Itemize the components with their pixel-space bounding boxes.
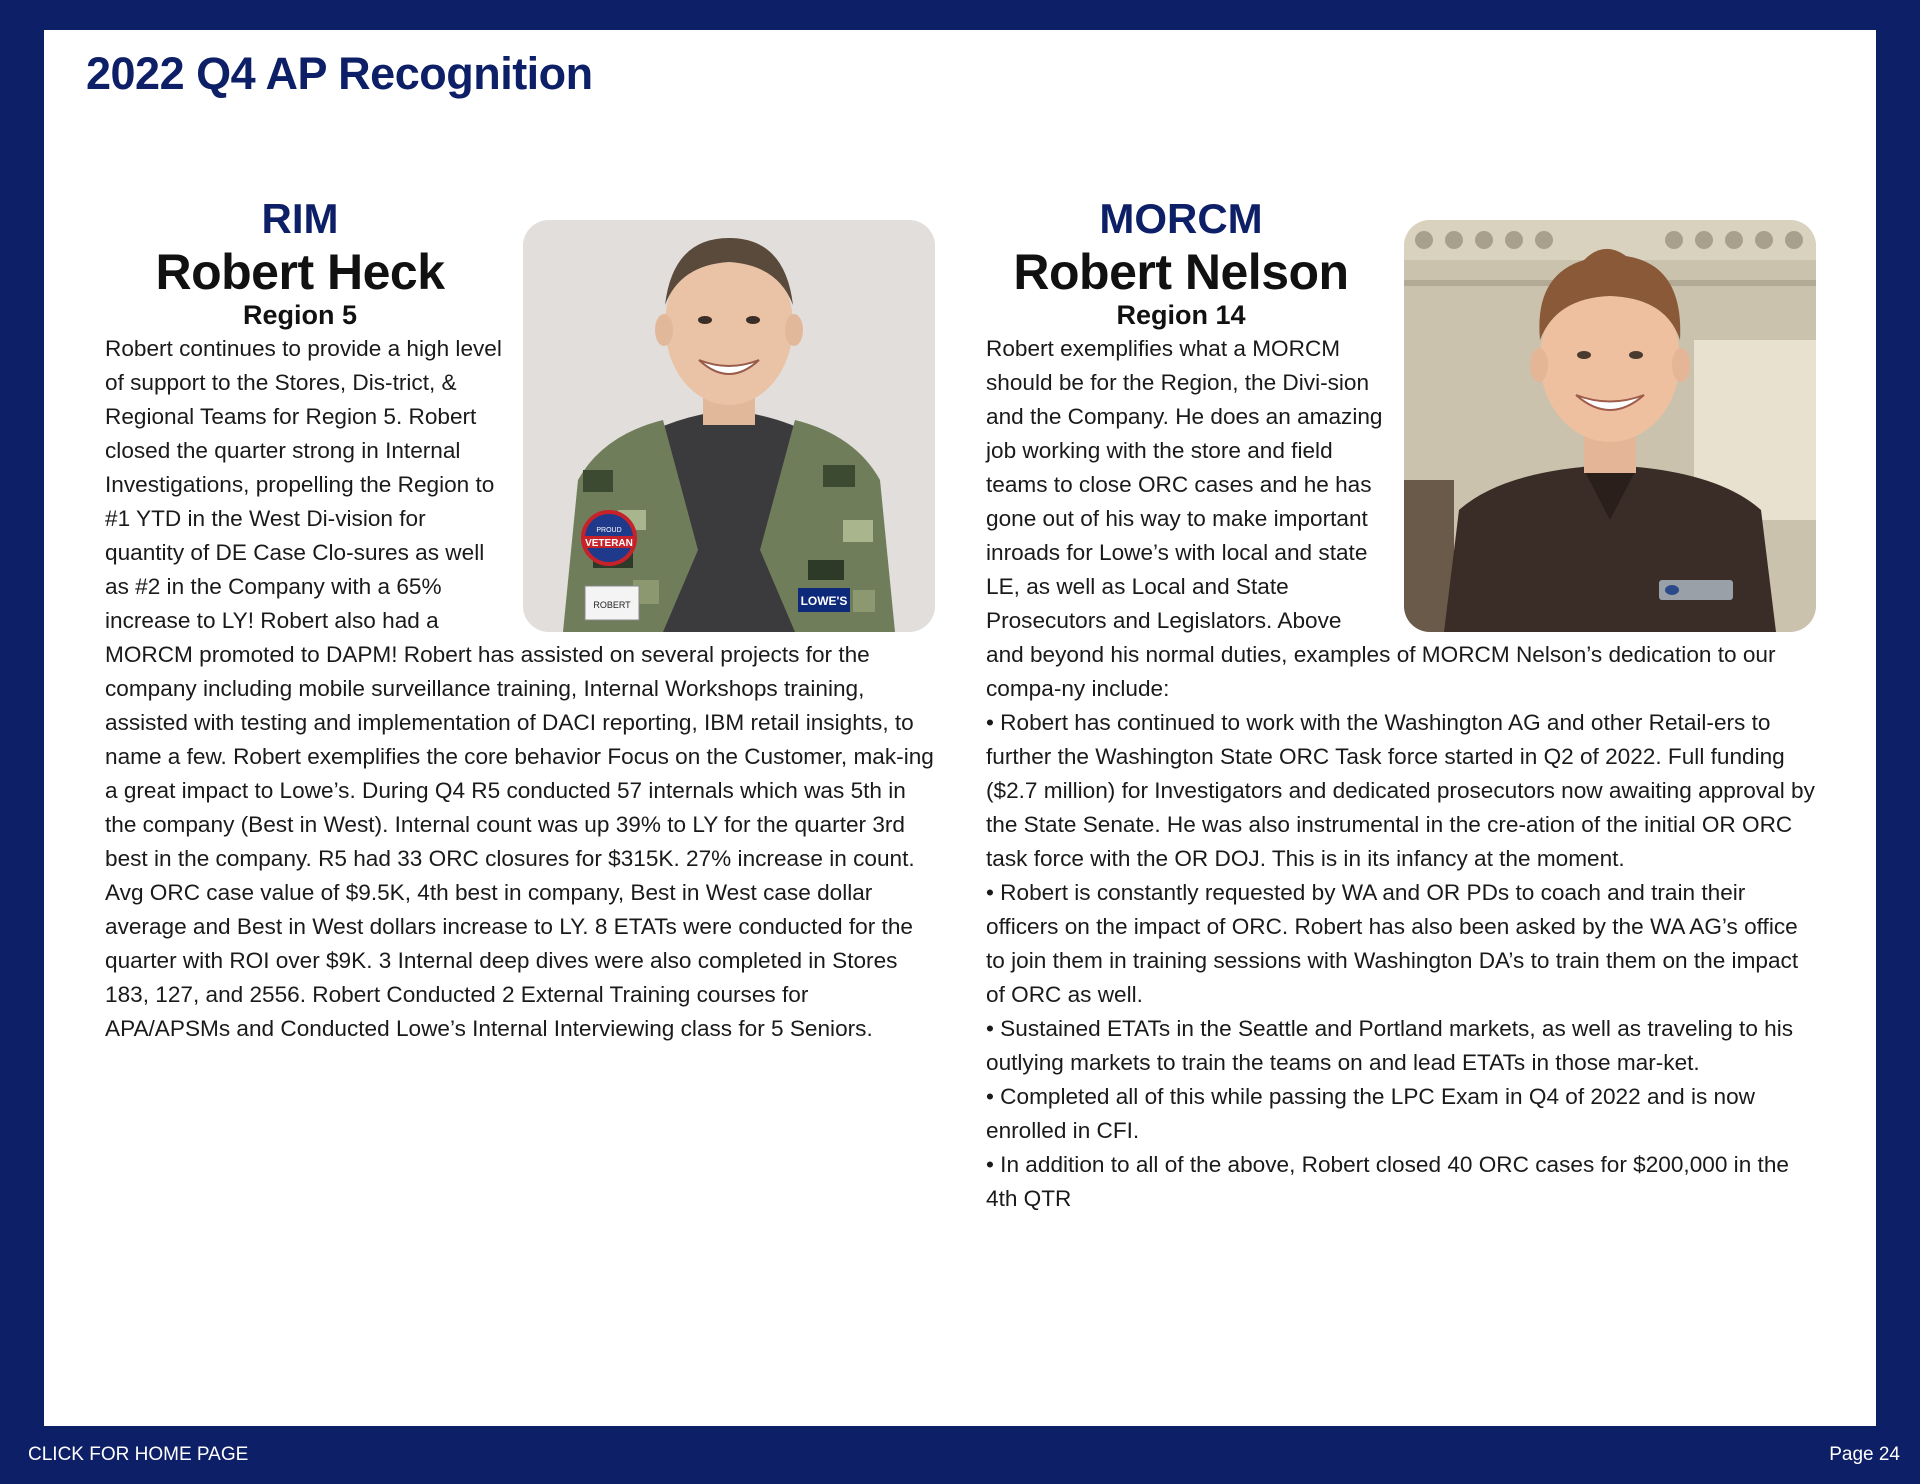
region-label: Region 14: [1116, 300, 1246, 330]
recognition-card-right: [986, 186, 1816, 1216]
role-title: MORCM: [1099, 195, 1263, 242]
name-tag-text: ROBERT: [593, 600, 631, 610]
bullet-item: • In addition to all of the above, Robert closed 40 ORC cases for $200,000 in the 4th QTR: [986, 1152, 1789, 1211]
page-number: Page 24: [1829, 1444, 1900, 1465]
badge-text-proud: PROUD: [596, 527, 622, 534]
vest-logo-text: LOWE'S: [800, 594, 848, 608]
body-paragraph: Robert continues to provide a high level of support to the Stores, Dis-trict, & Regional Teams for Region 5. Robert closed the quarter strong in Internal Investigations, propelling the Region to #1 YTD in the West Di-vision for quantity of DE Case Clo-sures as well as #2 in the Company with a 65% increase to LY! Robert also had a MORCM promoted to DAPM! Robert has assisted on several projects for the company including mobile surveillance training, Internal Workshops training, assisted with testing and implementation of DACI reporting, IBM retail insights, to name a few. Robert exemplifies the core behavior Focus on the Customer, mak-ing a great impact to Lowe’s. During Q4 R5 conducted 57 internals which was 5th in the company (Best in West). Internal count was up 39% to LY for the quarter 3rd best in the company. R5 had 33 ORC closures for $315K. 27% increase in count. Avg ORC case value of $9.5K, 4th best in company, Best in West case dollar average and Best in West dollars increase to LY. 8 ETATs were conducted for the quarter with ROI over $9K. 3 Internal deep dives were also completed in Stores 183, 127, and 2556. Robert Conducted 2 External Training courses for APA/APSMs and Conducted Lowe’s Internal Interviewing class for 5 Seniors.: [105, 336, 934, 1041]
badge-text-veteran: VETERAN: [585, 538, 633, 549]
page-content: [44, 30, 1876, 1426]
region-label: Region 5: [242, 300, 357, 330]
photo-robert-nelson: [1404, 220, 1816, 632]
role-title: RIM: [261, 195, 339, 242]
intro-paragraph: Robert exemplifies what a MORCM should be for the Region, the Divi-sion and the Company. He does an amazing job working with the store and field teams to close ORC cases and he has gone out of his way to make important inroads for Lowe’s with local and state LE, as well as Local and State Prosecutors and Legislators. Above and beyond his normal duties, examples of MORCM Nelson’s dedication to our compa-ny include:: [986, 336, 1776, 701]
recognition-card-left: [105, 186, 935, 1046]
photo-robert-heck: [523, 220, 935, 632]
page-title: 2022 Q4 AP Recognition: [86, 48, 593, 99]
header-right: [986, 192, 1376, 332]
person-name: Robert Heck: [155, 244, 445, 300]
bullet-item: • Robert has continued to work with the Washington AG and other Retail-ers to further the Washington State ORC Task force started in Q2 of 2022. Full funding ($2.7 million) for Investigators and dedicated prosecutors now awaiting approval by the State Senate. He was also instrumental in the cre-ation of the initial OR ORC task force with the OR DOJ. This is in its infancy at the moment.: [986, 710, 1815, 871]
home-page-link[interactable]: CLICK FOR HOME PAGE: [28, 1444, 249, 1465]
portrait-image: [1404, 220, 1816, 632]
portrait-image: [523, 220, 935, 632]
header-left: [105, 192, 495, 332]
bullet-item: • Robert is constantly requested by WA and OR PDs to coach and train their officers on the impact of ORC. Robert has also been asked by the WA AG’s office to join them in training sessions with Washington DA’s to train them on the impact of ORC as well.: [986, 880, 1799, 1007]
person-name: Robert Nelson: [1013, 244, 1349, 300]
bullet-item: • Sustained ETATs in the Seattle and Portland markets, as well as traveling to his outlying markets to train the teams on and lead ETATs in those mar-ket.: [986, 1016, 1794, 1075]
bullet-item: • Completed all of this while passing the LPC Exam in Q4 of 2022 and is now enrolled in CFI.: [986, 1084, 1755, 1143]
